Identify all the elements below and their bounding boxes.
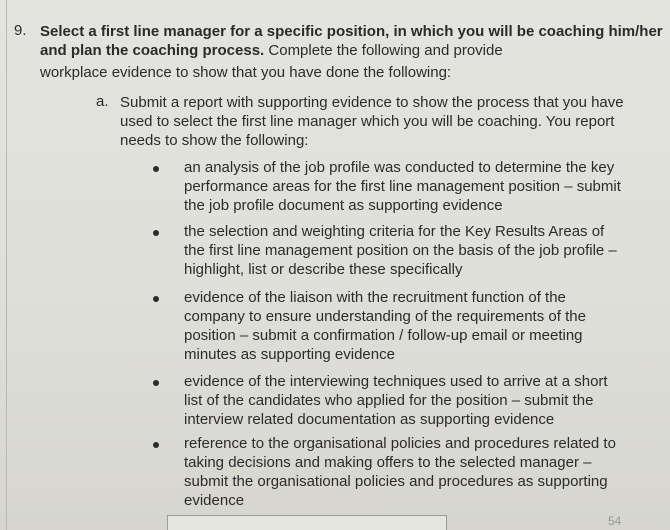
footer-box	[167, 515, 447, 530]
bullet-dot	[153, 166, 159, 172]
sub-item-label: a.	[96, 93, 109, 110]
question-number: 9.	[14, 22, 27, 39]
bullet-dot	[153, 230, 159, 236]
question-title-normal: Complete the following and provide	[268, 42, 503, 59]
question-title-bold: Select a first line manager for a specific position, in which you will be coaching him/her and plan the coaching process.	[40, 23, 663, 59]
bullet-line: interview related documentation as supporting evidence	[184, 411, 555, 428]
page-number: 54	[608, 514, 622, 528]
bullet-line: highlight, list or describe these specifically	[184, 261, 463, 278]
bullet-line: an analysis of the job profile was conducted to determine the key	[184, 159, 615, 176]
sub-item-line: needs to show the following:	[120, 132, 309, 149]
bullet-line: evidence of the interviewing techniques used to arrive at a short	[184, 373, 608, 390]
bullet-item	[184, 222, 668, 279]
bullet-item	[184, 158, 668, 215]
question-title	[40, 22, 668, 60]
bullet-line: evidence	[184, 492, 245, 509]
bullet-dot	[153, 380, 159, 386]
question-instruction-line: workplace evidence to show that you have done the following:	[40, 64, 452, 81]
bullet-line: reference to the organisational policies and procedures related to	[184, 435, 616, 452]
bullet-item	[184, 372, 668, 429]
margin-line	[6, 0, 7, 530]
bullet-line: minutes as supporting evidence	[184, 346, 395, 363]
bullet-item	[184, 288, 668, 364]
sub-item-line: Submit a report with supporting evidence to show the process that you have	[120, 94, 624, 111]
bullet-line: position – submit a confirmation / follow-up email or meeting	[184, 327, 583, 344]
bullet-line: the first line management position on the basis of the job profile –	[184, 242, 617, 259]
bullet-line: the job profile document as supporting evidence	[184, 197, 503, 214]
bullet-line: performance areas for the first line management position – submit	[184, 178, 621, 195]
bullet-line: company to ensure understanding of the requirements of the	[184, 308, 586, 325]
sub-item-text	[120, 93, 665, 150]
bullet-line: the selection and weighting criteria for the Key Results Areas of	[184, 223, 605, 240]
bullet-line: list of the candidates who applied for the position – submit the	[184, 392, 594, 409]
sub-item-line: used to select the first line manager which you will be coaching. You report	[120, 113, 615, 130]
bullet-line: taking decisions and making offers to the selected manager –	[184, 454, 592, 471]
bullet-line: evidence of the liaison with the recruitment function of the	[184, 289, 566, 306]
bullet-line: submit the organisational policies and procedures as supporting	[184, 473, 608, 490]
bullet-dot	[153, 442, 159, 448]
bullet-dot	[153, 296, 159, 302]
bullet-item	[184, 434, 668, 510]
